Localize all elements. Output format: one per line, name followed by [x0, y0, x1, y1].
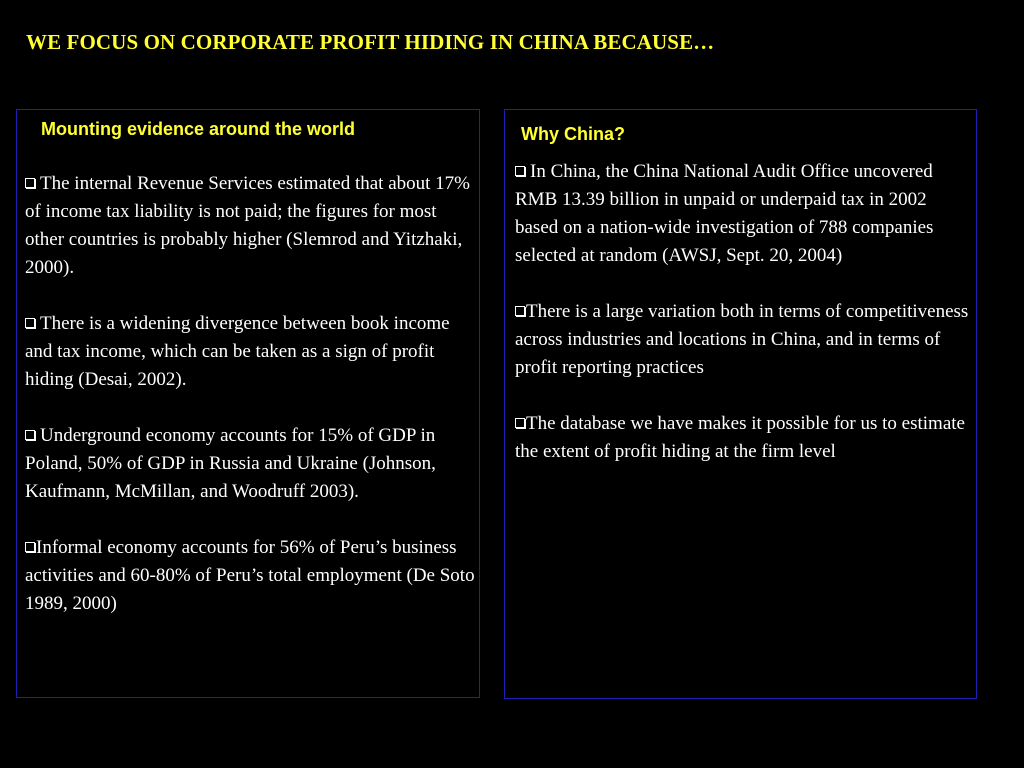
evidence-bullet-irs	[25, 170, 477, 282]
why-china-bullet-audit	[515, 158, 973, 270]
evidence-bullet-peru	[25, 534, 477, 618]
checkbox-bullet-icon	[515, 166, 525, 176]
bullet-text: There is a widening divergence between book income and tax income, which can be taken as a sign of profit hiding (Desai, 2002).	[25, 313, 450, 390]
why-china-bullet-database	[515, 410, 973, 466]
evidence-bullet-underground	[25, 422, 477, 506]
evidence-panel	[16, 109, 480, 698]
bullet-text: There is a large variation both in terms of competitiveness across industries and locations in China, and in terms of profit reporting practices	[515, 301, 969, 378]
checkbox-bullet-icon	[25, 542, 35, 552]
evidence-bullet-list	[25, 170, 477, 618]
checkbox-bullet-icon	[515, 418, 525, 428]
slide-title: WE FOCUS ON CORPORATE PROFIT HIDING IN CHINA BECAUSE…	[26, 30, 715, 54]
bullet-text: Informal economy accounts for 56% of Peru’s business activities and 60-80% of Peru’s total employment (De Soto 1989, 2000)	[25, 537, 475, 614]
checkbox-bullet-icon	[25, 178, 35, 188]
checkbox-bullet-icon	[515, 306, 525, 316]
bullet-text: The database we have makes it possible for us to estimate the extent of profit hiding at the firm level	[515, 413, 965, 462]
why-china-bullet-list	[515, 158, 973, 466]
checkbox-bullet-icon	[25, 318, 35, 328]
evidence-bullet-divergence	[25, 310, 477, 394]
bullet-text: Underground economy accounts for 15% of GDP in Poland, 50% of GDP in Russia and Ukraine (Johnson, Kaufmann, McMillan, and Woodruff 2003).	[25, 425, 436, 502]
why-china-panel	[504, 109, 977, 699]
bullet-text: The internal Revenue Services estimated that about 17% of income tax liability is not paid; the figures for most other countries is probably higher (Slemrod and Yitzhaki, 2000).	[25, 173, 470, 278]
why-china-bullet-variation	[515, 298, 973, 382]
why-china-heading: Why China?	[521, 124, 625, 144]
evidence-heading: Mounting evidence around the world	[41, 119, 356, 139]
checkbox-bullet-icon	[25, 430, 35, 440]
bullet-text: In China, the China National Audit Office uncovered RMB 13.39 billion in unpaid or underpaid tax in 2002 based on a nation-wide investigation of 788 companies selected at random (AWSJ, Sept. 20, 2004)	[515, 161, 934, 266]
